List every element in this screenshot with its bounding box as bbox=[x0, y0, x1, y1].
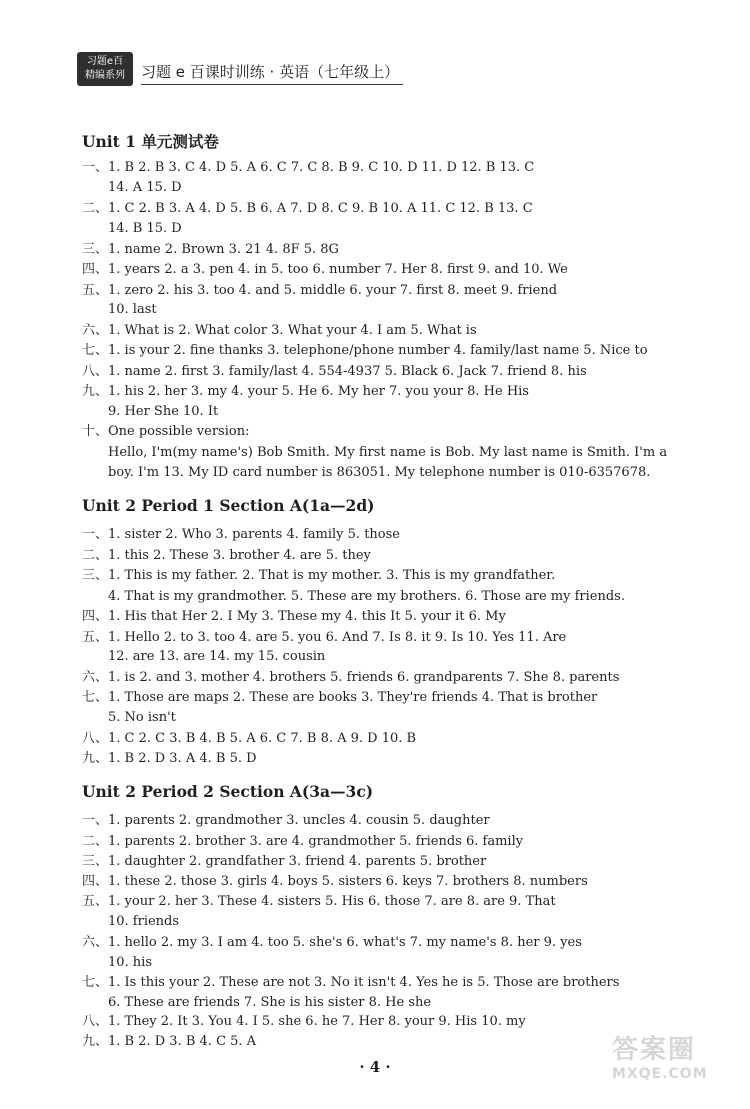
answer-line: 九、1. B 2. D 3. A 4. B 5. D bbox=[82, 751, 257, 766]
answer-line: 三、1. name 2. Brown 3. 21 4. 8F 5. 8G bbox=[82, 242, 339, 257]
answer-line: 12. are 13. are 14. my 15. cousin bbox=[108, 649, 326, 664]
answer-line: 四、1. His that Her 2. I My 3. These my 4. this It 5. your it 6. My bbox=[82, 609, 506, 624]
answer-line: 五、1. zero 2. his 3. too 4. and 5. middle 6. your 7. first 8. meet 9. friend bbox=[82, 283, 558, 298]
watermark-line-2: MXQE.COM bbox=[612, 1066, 708, 1082]
answer-line: 14. A 15. D bbox=[108, 180, 182, 195]
answer-line: 三、1. This is my father. 2. That is my mother. 3. This is my grandfather. bbox=[82, 568, 556, 583]
book-title: 习题 e 百课时训练 · 英语（七年级上） bbox=[141, 63, 400, 81]
answer-line: 七、1. Is this your 2. These are not 3. No it isn't 4. Yes he is 5. Those are brothers bbox=[82, 975, 620, 990]
answer-line: 七、1. is your 2. fine thanks 3. telephone/phone number 4. family/last name 5. Nice to bbox=[82, 343, 648, 358]
answer-line: 10. his bbox=[108, 955, 153, 970]
answer-line: 10. last bbox=[108, 302, 157, 317]
answer-line: 四、1. years 2. a 3. pen 4. in 5. too 6. number 7. Her 8. first 9. and 10. We bbox=[82, 262, 568, 277]
answer-line: 二、1. parents 2. brother 3. are 4. grandmother 5. friends 6. family bbox=[82, 834, 524, 849]
answer-line: 六、1. hello 2. my 3. I am 4. too 5. she's 6. what's 7. my name's 8. her 9. yes bbox=[82, 935, 582, 950]
answer-line: 二、1. this 2. These 3. brother 4. are 5. they bbox=[82, 548, 371, 563]
answer-line: 14. B 15. D bbox=[108, 221, 182, 236]
answer-line: 七、1. Those are maps 2. These are books 3. They're friends 4. That is brother bbox=[82, 690, 598, 705]
answer-line: 八、1. C 2. C 3. B 4. B 5. A 6. C 7. B 8. A 9. D 10. B bbox=[82, 731, 417, 746]
answer-line: 八、1. They 2. It 3. You 4. I 5. she 6. he 7. Her 8. your 9. His 10. my bbox=[82, 1014, 526, 1029]
answer-line: 4. That is my grandmother. 5. These are my brothers. 6. Those are my friends. bbox=[108, 589, 625, 604]
section-title: Unit 2 Period 1 Section A(1a—2d) bbox=[82, 496, 375, 515]
answer-line: 一、1. sister 2. Who 3. parents 4. family 5. those bbox=[82, 527, 400, 542]
answer-line: 十、One possible version: bbox=[82, 424, 250, 439]
answer-line: 10. friends bbox=[108, 914, 180, 929]
logo-line-1: 习题e百 bbox=[86, 56, 124, 67]
answer-line: 9. Her She 10. It bbox=[108, 404, 219, 419]
answer-line: 六、1. What is 2. What color 3. What your 4. I am 5. What is bbox=[82, 323, 477, 338]
answer-line: 五、1. Hello 2. to 3. too 4. are 5. you 6. And 7. Is 8. it 9. Is 10. Yes 11. Are bbox=[82, 630, 567, 645]
header-divider bbox=[141, 84, 403, 85]
logo-line-2: 精编系列 bbox=[85, 70, 125, 81]
answer-line: 四、1. these 2. those 3. girls 4. boys 5. sisters 6. keys 7. brothers 8. numbers bbox=[82, 874, 588, 889]
answer-line: 5. No isn't bbox=[108, 710, 176, 725]
answer-line: 九、1. his 2. her 3. my 4. your 5. He 6. My her 7. you your 8. He His bbox=[82, 384, 529, 399]
answer-line: 一、1. parents 2. grandmother 3. uncles 4. cousin 5. daughter bbox=[82, 813, 490, 828]
answer-line: 二、1. C 2. B 3. A 4. D 5. B 6. A 7. D 8. C 9. B 10. A 11. C 12. B 13. C bbox=[82, 201, 533, 216]
answer-line: 六、1. is 2. and 3. mother 4. brothers 5. friends 6. grandparents 7. She 8. parents bbox=[82, 670, 620, 685]
series-logo bbox=[77, 52, 133, 86]
answer-line: boy. I'm 13. My ID card number is 863051. My telephone number is 010-6357678. bbox=[108, 465, 651, 480]
section-title: Unit 2 Period 2 Section A(3a—3c) bbox=[82, 782, 374, 801]
answer-line: 一、1. B 2. B 3. C 4. D 5. A 6. C 7. C 8. B 9. C 10. D 11. D 12. B 13. C bbox=[82, 160, 535, 175]
page-header bbox=[77, 52, 402, 90]
answer-line: 三、1. daughter 2. grandfather 3. friend 4. parents 5. brother bbox=[82, 854, 487, 869]
answer-line: 九、1. B 2. D 3. B 4. C 5. A bbox=[82, 1034, 257, 1049]
section-title: Unit 1 单元测试卷 bbox=[82, 132, 219, 151]
answer-line: 八、1. name 2. first 3. family/last 4. 554-4937 5. Black 6. Jack 7. friend 8. his bbox=[82, 364, 587, 379]
page-number: · 4 · bbox=[359, 1058, 391, 1076]
answer-line: Hello, I'm(my name's) Bob Smith. My first name is Bob. My last name is Smith. I'm a bbox=[108, 445, 668, 460]
watermark-line-1: 答案圈 bbox=[612, 1035, 697, 1065]
answer-line: 6. These are friends 7. She is his sister 8. He she bbox=[108, 995, 432, 1010]
watermark bbox=[612, 1029, 742, 1099]
answer-line: 五、1. your 2. her 3. These 4. sisters 5. His 6. those 7. are 8. are 9. That bbox=[82, 894, 556, 909]
